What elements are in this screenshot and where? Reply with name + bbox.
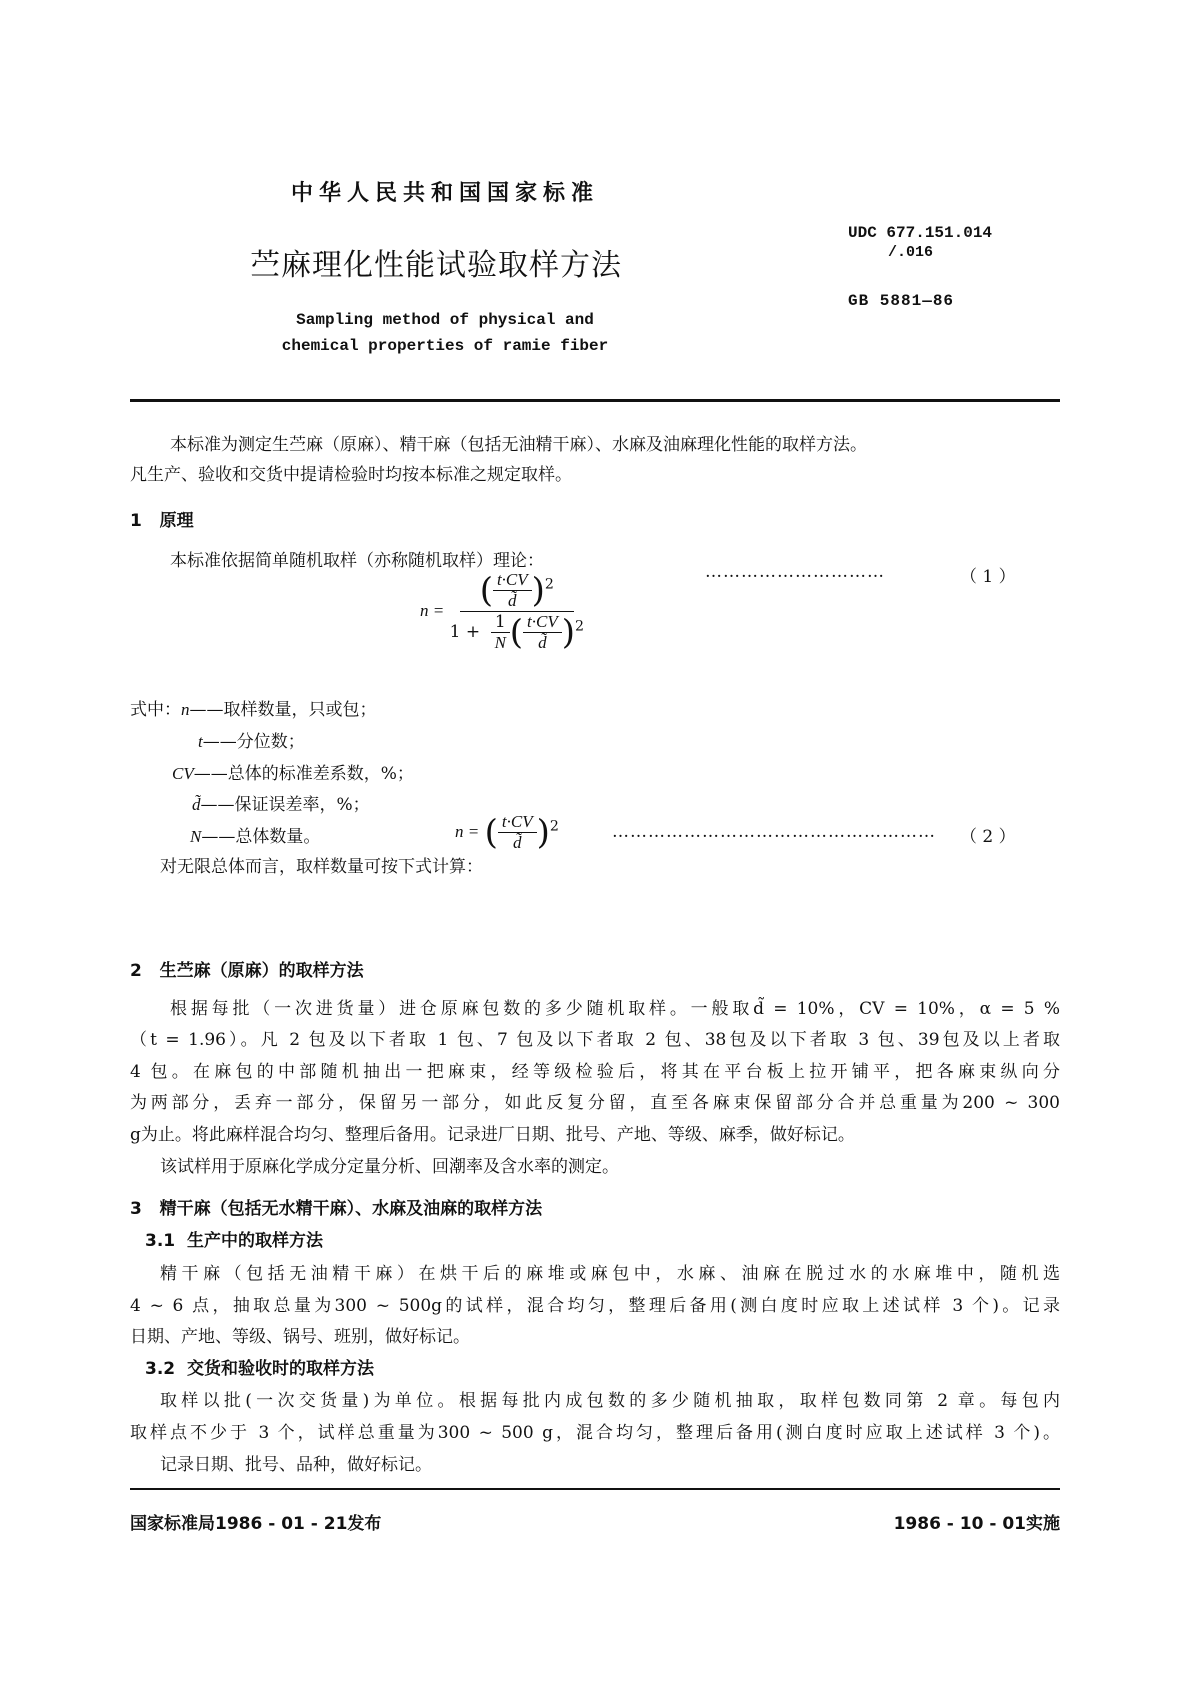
intro-line-2: 凡生产、验收和交货中提请检验时均按本标准之规定取样。 (130, 465, 572, 485)
section-number: 1 (130, 511, 142, 531)
document-title-en-line1: Sampling method of physical and (296, 311, 594, 329)
var-symbol: N (190, 827, 202, 846)
var-desc: ——取样数量，只或包； (189, 700, 377, 720)
section-3-1-heading (145, 1226, 323, 1251)
formula-lhs: n = (455, 822, 480, 841)
var-desc: ——总体数量。 (201, 827, 321, 847)
var-cv (172, 759, 414, 784)
fraction-den: d̃ (538, 633, 547, 652)
section-3-2-line-2: 取样点不少于 3 个，试样总重量为300 ~ 500 g，混合均匀，整理后备用(测白度时应取上述试样 3 个)。 (130, 1423, 1060, 1443)
var-desc: ——总体的标准差系数，%； (193, 764, 414, 784)
section-3-2-last-line: 记录日期、批号、品种，做好标记。 (160, 1455, 432, 1475)
udc-code: UDC 677.151.014 (848, 224, 993, 242)
exponent: 2 (574, 618, 584, 635)
formula-1-dots: ………………………… (705, 562, 885, 582)
section-2-line-2: （t = 1.96）。凡 2 包及以下者取 1 包、7 包及以下者取 2 包、38包及以下者取 3 包、39包及以上者取 (130, 1030, 1060, 1050)
section-title: 生苎麻（原麻）的取样方法 (159, 961, 364, 981)
section-1-heading (130, 506, 194, 531)
section-2-line-4: 为两部分，丢弃一部分，保留另一部分，如此反复分留，直至各麻束保留部分合并总重量为200 ~ 300 (130, 1093, 1060, 1113)
section-number: 3 (130, 1199, 142, 1219)
var-symbol: n (181, 700, 190, 719)
section-2-last-line: 该试样用于原麻化学成分定量分析、回潮率及含水率的测定。 (160, 1157, 619, 1177)
section-number: 3.2 (145, 1359, 176, 1379)
var-symbol: t (198, 732, 203, 751)
formula-2: n = ( $\frac{t\cdot CV}{d̃}$ )$^2$ (455, 812, 559, 853)
section-title: 交货和验收时的取样方法 (186, 1359, 374, 1379)
section-2-line-3: 4 包。在麻包的中部随机抽出一把麻束，经等级检验后，将其在平台板上拉开铺平，把各麻束纵向分 (130, 1062, 1060, 1082)
exponent: 2 (544, 576, 554, 593)
formula-denominator: 1 + $\frac{1}{N}$ ( $\frac{t\cdot CV}{d̃}$ )$^2$ (449, 612, 584, 653)
section-1-text: 本标准依据简单随机取样（亦称随机取样）理论： (170, 551, 544, 571)
formula-1-label: （ 1 ） (960, 567, 1016, 587)
section-title: 精干麻（包括无水精干麻）、水麻及油麻的取样方法 (159, 1199, 543, 1219)
section-3-1-line-1: 精干麻（包括无油精干麻）在烘干后的麻堆或麻包中，水麻、油麻在脱过水的水麻堆中，随机选 (160, 1264, 1060, 1284)
var-t (198, 727, 305, 752)
section-number: 2 (130, 961, 142, 981)
formula-2-dots: ……………………………………………… (612, 822, 936, 842)
var-d (192, 790, 370, 815)
section-title: 生产中的取样方法 (186, 1231, 323, 1251)
national-standard-label: 中华人民共和国国家标准 (290, 181, 599, 206)
formula-2-label: （ 2 ） (960, 827, 1016, 847)
one-plus: 1 + (449, 622, 481, 642)
udc-code-cont: /.016 (888, 244, 934, 261)
fraction-num: t·CV (498, 812, 537, 833)
intro-line-1: 本标准为测定生苎麻（原麻）、精干麻（包括无油精干麻）、水麻及油麻理化性能的取样方法。 (170, 435, 867, 455)
fraction-num: t·CV (493, 570, 532, 591)
section-3-2-line-1: 取样以批(一次交货量)为单位。根据每批内成包数的多少随机抽取，取样包数同第 2 章。每包内 (160, 1391, 1060, 1411)
footer-divider (130, 1488, 1060, 1490)
section-2-line-1: 根据每批（一次进货量）进仓原麻包数的多少随机取样。一般取d̃ = 10%，CV = 10%，α = 5 % (170, 999, 1060, 1019)
fraction-num: t·CV (523, 612, 562, 633)
section-3-heading (130, 1194, 542, 1219)
var-symbol: d̃ (192, 795, 201, 814)
infinite-population-text: 对无限总体而言，取样数量可按下式计算： (160, 857, 483, 877)
effective-date: 1986 - 10 - 01实施 (893, 1514, 1060, 1534)
where-label: 式中： (130, 700, 181, 720)
var-n-total (190, 822, 320, 847)
section-title: 原理 (159, 511, 194, 531)
fraction-den: d̃ (513, 833, 522, 852)
section-3-1-line-2: 4 ~ 6 点，抽取总量为300 ~ 500g的试样，混合均匀，整理后备用(测白度时应取上述试样 3 个)。记录 (130, 1296, 1060, 1316)
fraction-den: d̃ (508, 591, 517, 610)
formula-fraction (450, 570, 584, 653)
section-3-2-heading (145, 1354, 374, 1379)
document-title-cn: 苎麻理化性能试验取样方法 (250, 248, 622, 283)
fraction-num: 1 (491, 612, 510, 633)
exponent: 2 (549, 818, 559, 835)
where-clause (130, 695, 377, 720)
section-3-1-last-line: 日期、产地、等级、锅号、班别，做好标记。 (130, 1327, 470, 1347)
var-desc: ——分位数； (202, 732, 305, 752)
issue-date: 国家标准局1986 - 01 - 21发布 (130, 1514, 382, 1534)
section-2-heading (130, 956, 364, 981)
var-symbol: CV (172, 764, 194, 783)
section-number: 3.1 (145, 1231, 176, 1251)
section-2-line-5: g为止。将此麻样混合均匀、整理后备用。记录进厂日期、批号、产地、等级、麻季，做好标记。 (130, 1125, 855, 1145)
var-desc: ——保证误差率，%； (200, 795, 370, 815)
formula-lhs: n = (420, 601, 445, 620)
gb-number: GB 5881—86 (848, 292, 955, 310)
fraction-den: N (494, 633, 506, 652)
formula-1 (420, 570, 584, 653)
header-divider (130, 399, 1060, 402)
document-title-en-line2: chemical properties of ramie fiber (281, 337, 609, 355)
formula-numerator: ( $\frac{t\cdot CV}{d̃}$ )$^2$ (460, 570, 574, 612)
